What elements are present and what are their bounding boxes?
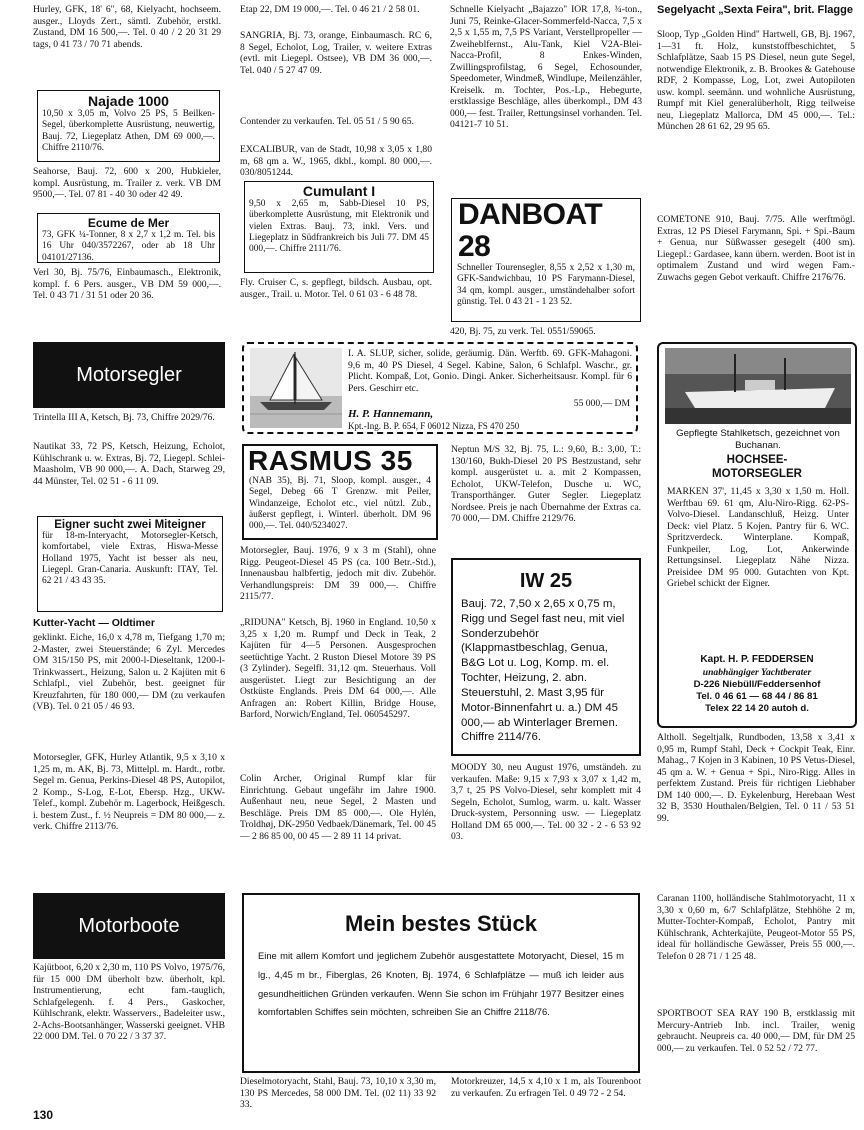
ad-text-slup: I. A. SLUP, sicher, solide, geräumig. Dän. Werftb. 69. GFK-Mahagoni. 9,6 m, 40 PS Diesel, 4 Segel. Kabine, Salon, 6 Schlafpl. Waschr., gr. Plicht. Kompaß, Lot, Gonio. Dingi. Anker. Sicherheitsausr. Kompl. für 6 Pers. Geschirr etc. xyxy=(348,348,632,394)
ad-addr-feddersen: D-226 Niebüll/Feddersenhof xyxy=(693,679,821,690)
ad-box-feddersen xyxy=(657,342,857,728)
ad-tel-feddersen: Tel. 0 46 61 — 68 44 / 86 81 xyxy=(696,691,818,702)
ad-contender: Contender zu verkaufen. Tel. 05 51 / 5 90 65. xyxy=(240,116,414,127)
ad-cruiser: Fly. Cruiser C, s. gepflegt, bildsch. Ausbau, opt. ausger., Trail. u. Motor. Tel. 0 61 03 - 6 48 78. xyxy=(240,277,432,300)
ketch-image xyxy=(665,348,851,424)
ad-trintella: Trintella III A, Ketsch, Bj. 73, Chiffre 2029/76. xyxy=(33,412,215,423)
ad-box-najade xyxy=(37,90,220,162)
ad-bajazzo: Schnelle Kielyacht „Bajazzo" IOR 17,8, ¾-ton., Juni 75, Reinke-Glacer-Sommerfeld-Nacca, 7,5 x 2,5 x 1,55 m, 7,5 PS Variant, Verstellpropeller — Zweiheblfernst., Alu-Tank, Kiel V2A-Blei-Nacca-Profil, 8 Enkes-Winden, Zwillingsprofilstag, 6 Segel, Echosounder, Speedometer, Windmeß, Windlupe, Meilenzähler, Kreiselk. m. Tochter, Pos.-Lp., Hebegurte, erstklassige Beschläge, alles überkompl., DM 43 000,— fest. Trailer, Rettungsinsel vorhanden. Tel. 04121-7 10 51. xyxy=(450,4,642,130)
ad-kutter: geklinkt. Eiche, 16,0 x 4,78 m, Tiefgang 1,70 m; 2-Master, zwei Steuerstände; 6 Zyl. Mercedes OM 315/150 PS, mit 2000-l-Dieseltank, 1200-l-Trinkwassert., Heizung, Salon u. 2 Kajüten mit 6 Schlafpl., viel Zubehör, best. geeignet für Kreuzfahrten, für 180 000,— DM (zu verkaufen (VB). Tel. 0 21 05 / 46 93. xyxy=(33,632,225,712)
ad-text-danboat: Schneller Tourensegler, 8,55 x 2,52 x 1,30 m, GFK-Sandwichbau, 10 PS Farymann-Diesel, 34 qm, kompl. ausger., umständehalber sofort günstig. Tel. 0 43 21 - 1 23 52. xyxy=(457,263,635,307)
ad-title-eigner: Eigner sucht zwei Miteigner xyxy=(54,519,206,531)
ad-name-feddersen: Kapt. H. P. FEDDERSEN xyxy=(700,654,814,665)
ad-text-iw25: Bauj. 72, 7,50 x 2,65 x 0,75 m, Rigg und Segel fast neu, mit viel Sonderzubehör (Klappmastbeschlag, Genua, B&G Lot u. Log, Komp. m. el. Tochter, Heizung, 2. abn. Steuerstuhl, 2. Mast 3,95 für Motor-Binnenfahrt u. a.) DM 45 000,— ab Winterlager Bremen. Chiffre 2114/76. xyxy=(461,598,625,744)
ad-text-rasmus: (NAB 35), Bj. 71, Sloop, kompl. ausger., 4 Segel, Debeg 66 T Grenzw. mit Peiler, Windanzeige, Echolot etc., viel nützl. Zub., äußerst gepflegt, i. Winterl. überholt. DM 96 000,—. Tel. 040/5234027. xyxy=(249,476,431,532)
ad-telex-feddersen: Telex 22 14 20 autoh d. xyxy=(705,703,809,714)
ad-box-danboat xyxy=(451,198,641,322)
section-banner-motorboote: Motorboote xyxy=(33,893,225,959)
ad-title-ecume: Ecume de Mer xyxy=(87,216,170,230)
section-banner-motorsegler: Motorsegler xyxy=(33,342,225,408)
ad-text-najade: 10,50 x 3,05 m, Volvo 25 PS, 5 Beilken-Segel, überkomplette Ausrüstung, neuwertig, Bauj. 72, Liegeplatz Athen, DM 69 000,—. Chiffre 2110/76. xyxy=(42,109,215,153)
ad-title-mein-bestes-stueck: Mein bestes Stück xyxy=(345,911,537,936)
ad-caption-feddersen: Gepflegte Stahlketsch, gezeichnet von Buchanan. xyxy=(676,428,840,451)
ad-seahorse: Seahorse, Bauj. 72, 600 x 200, Hubkieler, kompl. Ausrüstung, m. Trailer z. verk. VB DM 9500,—. Tel. 07 81 - 40 30 oder 42 49. xyxy=(33,166,221,200)
ad-verl: Verl 30, Bj. 75/76, Einbaumasch., Elektronik, kompl. f. 6 Pers. ausger., VB DM 59 000,—. Tel. 0 43 71 / 31 51 oder 20 36. xyxy=(33,267,221,301)
ad-title-rasmus: RASMUS 35 xyxy=(248,445,413,476)
ad-neptun: Neptun M/S 32, Bj. 75, L.: 9,60, B.: 3,00, T.: 130/160, Bukh-Diesel 20 PS Bestzustand, sehr kompl. ausgerüstet u. a. mit 2 Kompassen, Echolot, UKW-Telefon, Dusche u. WC, Transporthänger. Guter Segler. Liegeplatz Nordsee. Preis je nach Übernahme der Extras ca. 70 000,— DM. Chiffre 2129/76. xyxy=(451,444,641,524)
ad-hurley-atlantik: Motorsegler, GFK, Hurley Atlantik, 9,5 x 3,10 x 1,25 m, m. AK, Bj. 73, Mittelpl. m. Hardt., rotbr. Segel m. Genua, Perkins-Diesel 48 PS, Autopilot, 2 Komp., S-Log, E-Lot, Ebersp. Hzg., UKW-Telef., kompl. Zubehör m. Lagerbock, Heißgesch. i. bestem Zust., f. ½ Neupreis = DM 80 000,— z. verk. Chiffre 2113/76. xyxy=(33,752,225,832)
ad-title-sexta: Segelyacht „Sexta Feira", brit. Flagge xyxy=(657,4,853,16)
ad-box-ecume xyxy=(37,213,220,263)
ad-name-slup: H. P. Hannemann, xyxy=(348,408,434,420)
ad-nautikat: Nautikat 33, 72 PS, Ketsch, Heizung, Echolot, Kühlschrank u. w. Extras, Bj. 72, Liegepl. Schlei-Maasholm, VB 90 000,—. A. Dach, Starweg 29, 44 Münster, Tel. 02 51 - 6 11 09. xyxy=(33,441,225,487)
ad-box-mein-bestes-stueck xyxy=(242,893,640,1073)
sailboat-image xyxy=(250,348,342,428)
ad-title-cumulant: Cumulant I xyxy=(302,183,376,199)
ad-moody: MOODY 30, neu August 1976, umständeh. zu verkaufen. Maße: 9,15 x 7,93 x 3,07 x 1,42 m, 3,7 t, 25 PS Volvo-Diesel, sehr komplett mit 4 Segeln, Echolot, Sumlog, warm. u. kalt. Wasser Druck-system, Personning usw. — Liegeplatz Holland DM 65 000,—. Tel. 00 32 - 2 - 6 53 92 03. xyxy=(451,762,641,842)
ad-title2-feddersen: MOTORSEGLER xyxy=(712,468,802,480)
ad-sexta: Sloop, Typ „Golden Hind" Hartwell, GB, Bj. 1967, 1—31 ft. Holz, kunststoffbeschichtet, 5 Schlafplätze, Saab 15 PS Diesel, neun gute Segel, notwendige Elektronik, z. B. Brookes & Gatehouse RDF, 2 Kompasse, Log, Lot, zwei Autopiloten usw. kompl. seemänn. und wohnliche Ausrüstung, Rumpf mit Kiel generalüberholt, Rigg teilweise neu, Liegeplatz Mallorca, DM 45 000,—. Tel.: München 28 61 62, 29 95 65. xyxy=(657,29,855,132)
ad-riduna: „RIDUNA" Ketsch, Bj. 1960 in England. 10,50 x 3,25 x 1,20 m. Rumpf und Deck in Teak, 2 Kajüten für 4—5 Personen. Ausgesprochen seetüchtige Yacht. 2 Ruston Diesel Motore 39 PS (3 Zylinder). Segelfl. 31,12 qm. Steuerhaus. Voll ausgerüstet. Liegt zur Besichtigung an der Ostküste Englands. Preis DM 64 000,—. Alle Anfragen an: Robert Killin, Bridge House, Barford, Norwich/England, Tel. 060545297. xyxy=(240,617,436,720)
ad-title-danboat: DANBOAT 28 xyxy=(458,198,603,263)
ad-box-cumulant xyxy=(244,181,434,273)
ad-text-cumulant: 9,50 x 2,65 m, Sabb-Diesel 10 PS, überkomplette Ausrüstung, mit Elektronik und vielen Extras. Bauj. 73, inkl. Vers. und Liegeplatz in Südfrankreich bis Juli 77. DM 45 000,—. Chiffre 2111/76. xyxy=(249,199,429,255)
ad-title1-feddersen: HOCHSEE- xyxy=(726,454,788,466)
ad-text-mein-bestes-stueck: Eine mit allem Komfort und jeglichem Zubehör ausgestattete Motoryacht, Diesel, 15 m lg., 4,45 m br., Fiberglas, 26 Knoten, Bj. 1974, 6 Schlafplätze — muß ich leider aus gesundheitlichen Gründen verkaufen. Wenn Sie schon im Frühjahr 1977 Besitzer eines komfortablen Schiffes sein möchten, schreiben Sie an Chiffre 2118/76. xyxy=(258,950,624,1018)
page-number: 130 xyxy=(33,1108,54,1122)
ad-box-eigner xyxy=(37,516,223,612)
ad-title-iw25: IW 25 xyxy=(519,570,573,592)
ad-altholl: Altholl. Segeltjalk, Rundboden, 13,58 x 3,41 x 0,95 m, Rumpf Stahl, Deck + Cockpit Teak, Einr. Mahag., 7 Kojen in 3 Kabinen, 10 PS Vetus-Diesel, 45 qm a. W. + Genua + Spi., Niro-Rigg. Alles in perfektem Zustand. Preis für richtigen Liebhaber DM 140 000,—. D. Eykelenburg, Herebaan West 32 B, 3530 Houthalen/Belgien, Tel. 0 11 / 53 51 99. xyxy=(657,732,855,824)
ad-motorsegler-1976: Motorsegler, Bauj. 1976, 9 x 3 m (Stahl), ohne Rigg. Peugeot-Diesel 45 PS (ca. 100 Betr.-Std.), Innenausbau halbfertig, jedoch mit div. Zubehör. Verhandlungspreis: DM 39 000,—. Chiffre 2115/77. xyxy=(240,545,436,602)
ad-box-rasmus xyxy=(242,444,438,540)
ad-text-eigner: für 18-m-Interyacht, Motorsegler-Ketsch, komfortabel, viele Extras, Hiswa-Messe Holland 1975, Yacht ist besser als neu, Liegepl. Gran-Canaria. Auskunft: ITAY, Tel. 62 21 / 43 43 35. xyxy=(42,531,218,587)
ad-cometone: COMETONE 910, Bauj. 7/75. Alle werftmögl. Extras, 12 PS Diesel Farymann, Spi. + Spi.-Baum + Genua, nur Süßwasser gesegelt (400 sm). Liegepl.: Gardasee, kann übern. werden. Boot ist in optimalem Zustand und wird wegen Fam.-Zuwachs gegen Gebot verkauft. Chiffre 2176/76. xyxy=(657,214,855,283)
ad-box-slup xyxy=(242,342,638,434)
ad-etap: Etap 22, DM 19 000,—. Tel. 0 46 21 / 2 58 01. xyxy=(240,4,420,15)
ad-price-slup: 55 000,— DM xyxy=(573,398,630,409)
ad-420: 420, Bj. 75, zu verk. Tel. 0551/59065. xyxy=(450,326,596,337)
ad-motorkreuzer: Motorkreuzer, 14,5 x 4,10 x 1 m, als Tourenboot zu verkaufen. Zu erfragen Tel. 0 49 72 - 2 54. xyxy=(451,1076,641,1099)
ad-box-iw25 xyxy=(451,558,641,756)
ad-colin-archer: Colin Archer, Original Rumpf klar für Einrichtung. Gebaut ungefähr im Jahre 1900. Außenhaut neu, neue Segel, 2 Masten und Beschläge. Preis DM 85 000,—. Ole Hylén, Troldhøj, DK-2950 Vedbaek/Dänemark, Tel. 00 45 — 2 86 85 00, 00 45 — 2 89 11 14 privat. xyxy=(240,773,436,842)
ad-excalibur: EXCALIBUR, van de Stadt, 10,98 x 3,05 x 1,80 m, 68 qm a. W., 1965, dkbl., kompl. 80 000,—. 030/8051244. xyxy=(240,144,432,178)
ad-caranan: Caranan 1100, holländische Stahlmotoryacht, 11 x 3,30 x 0,60 m, 6/7 Schlafplätze, Stehhöhe 2 m, Mutter-Tochter-Kompaß, Echolot, Pantry mit Kühlschrank, Achterkajüte, Peugeot-Motor 55 PS, ideal für holländische Gewässer, Preis 55 000,—. Telefon 0 28 71 / 1 25 48. xyxy=(657,893,855,962)
ad-sangria: SANGRIA, Bj. 73, orange, Einbaumasch. RC 6, 8 Segel, Echolot, Log, Trailer, v. weitere Extras (evtl. mit Liegepl. Ostsee), VB DM 36 000,—. Tel. 040 / 5 27 47 09. xyxy=(240,30,432,76)
ad-sub-feddersen: unabhängiger Yachtberater xyxy=(702,667,812,678)
ad-text-ecume: 73, GFK ¼-Tonner, 8 x 2,7 x 1,2 m. Tel. bis 16 Uhr 040/3572267, oder ab 18 Uhr 04101/27136. xyxy=(42,230,215,263)
ad-kajutboot: Kajütboot, 6,20 x 2,30 m, 110 PS Volvo, 1975/76, für 15 000 DM überholt bzw. überholt, kpl. Instrumentierung, echt fam.-tauglich, Schlafgelegenh. f. 4 Pers., Gaskocher, Kühlschrank, elektr. Wasservers., Badeleiter usw., 2-Achs-Bootsanhänger, Wasserski geeignet. VHB 22 000 DM. Tel. 0 70 22 / 3 37 37. xyxy=(33,962,225,1042)
ad-addr-slup: Kpt.-Ing. B. P. 654, F 06012 Nizza, FS 470 250 xyxy=(348,421,520,431)
ad-text-feddersen: MARKEN 37', 11,45 x 3,30 x 1,50 m. Holl. Werftbau 69. 61 qm, Alu-Niro-Rigg. 62-PS-Volvo-Diesel. Landanschluß, Heizg. Unter Deck: viel Platz. 5 Kojen. Pantry für 6. WC. Spritzverdeck. Winterplane. Kompaß, Funkpeiler, Log, Lot, Ankerwinde Rettungsinsel. Liegeplatz Nähe Nizza. Preisidee DM 95 000. Gutachten von Kpt. Griebel schickt der Eigner. xyxy=(667,486,849,589)
ad-hurley: Hurley, GFK, 18' 6", 68, Kielyacht, hochseem. ausger., Lloyds Zert., sämtl. Zubehör, erstkl. Zustand, DM 16 500,—. Tel. 0 40 / 2 20 31 29 tags, 0 41 73 / 70 71 abends. xyxy=(33,4,221,50)
ad-title-kutter: Kutter-Yacht — Oldtimer xyxy=(33,617,155,629)
ad-sportboot: SPORTBOOT SEA RAY 190 B, erstklassig mit Mercury-Antrieb Inb. incl. Trailer, wenig gebraucht. Neupreis ca. 40 000,— DM, für DM 25 000,— zu verkaufen. Tel. 0 52 52 / 72 77. xyxy=(657,1008,855,1054)
ad-title-najade: Najade 1000 xyxy=(88,93,169,109)
ad-dieselmotoryacht: Dieselmotoryacht, Stahl, Bauj. 73, 10,10 x 3,30 m, 130 PS Mercedes, 58 000 DM. Tel. (02 11) 33 92 33. xyxy=(240,1076,436,1110)
